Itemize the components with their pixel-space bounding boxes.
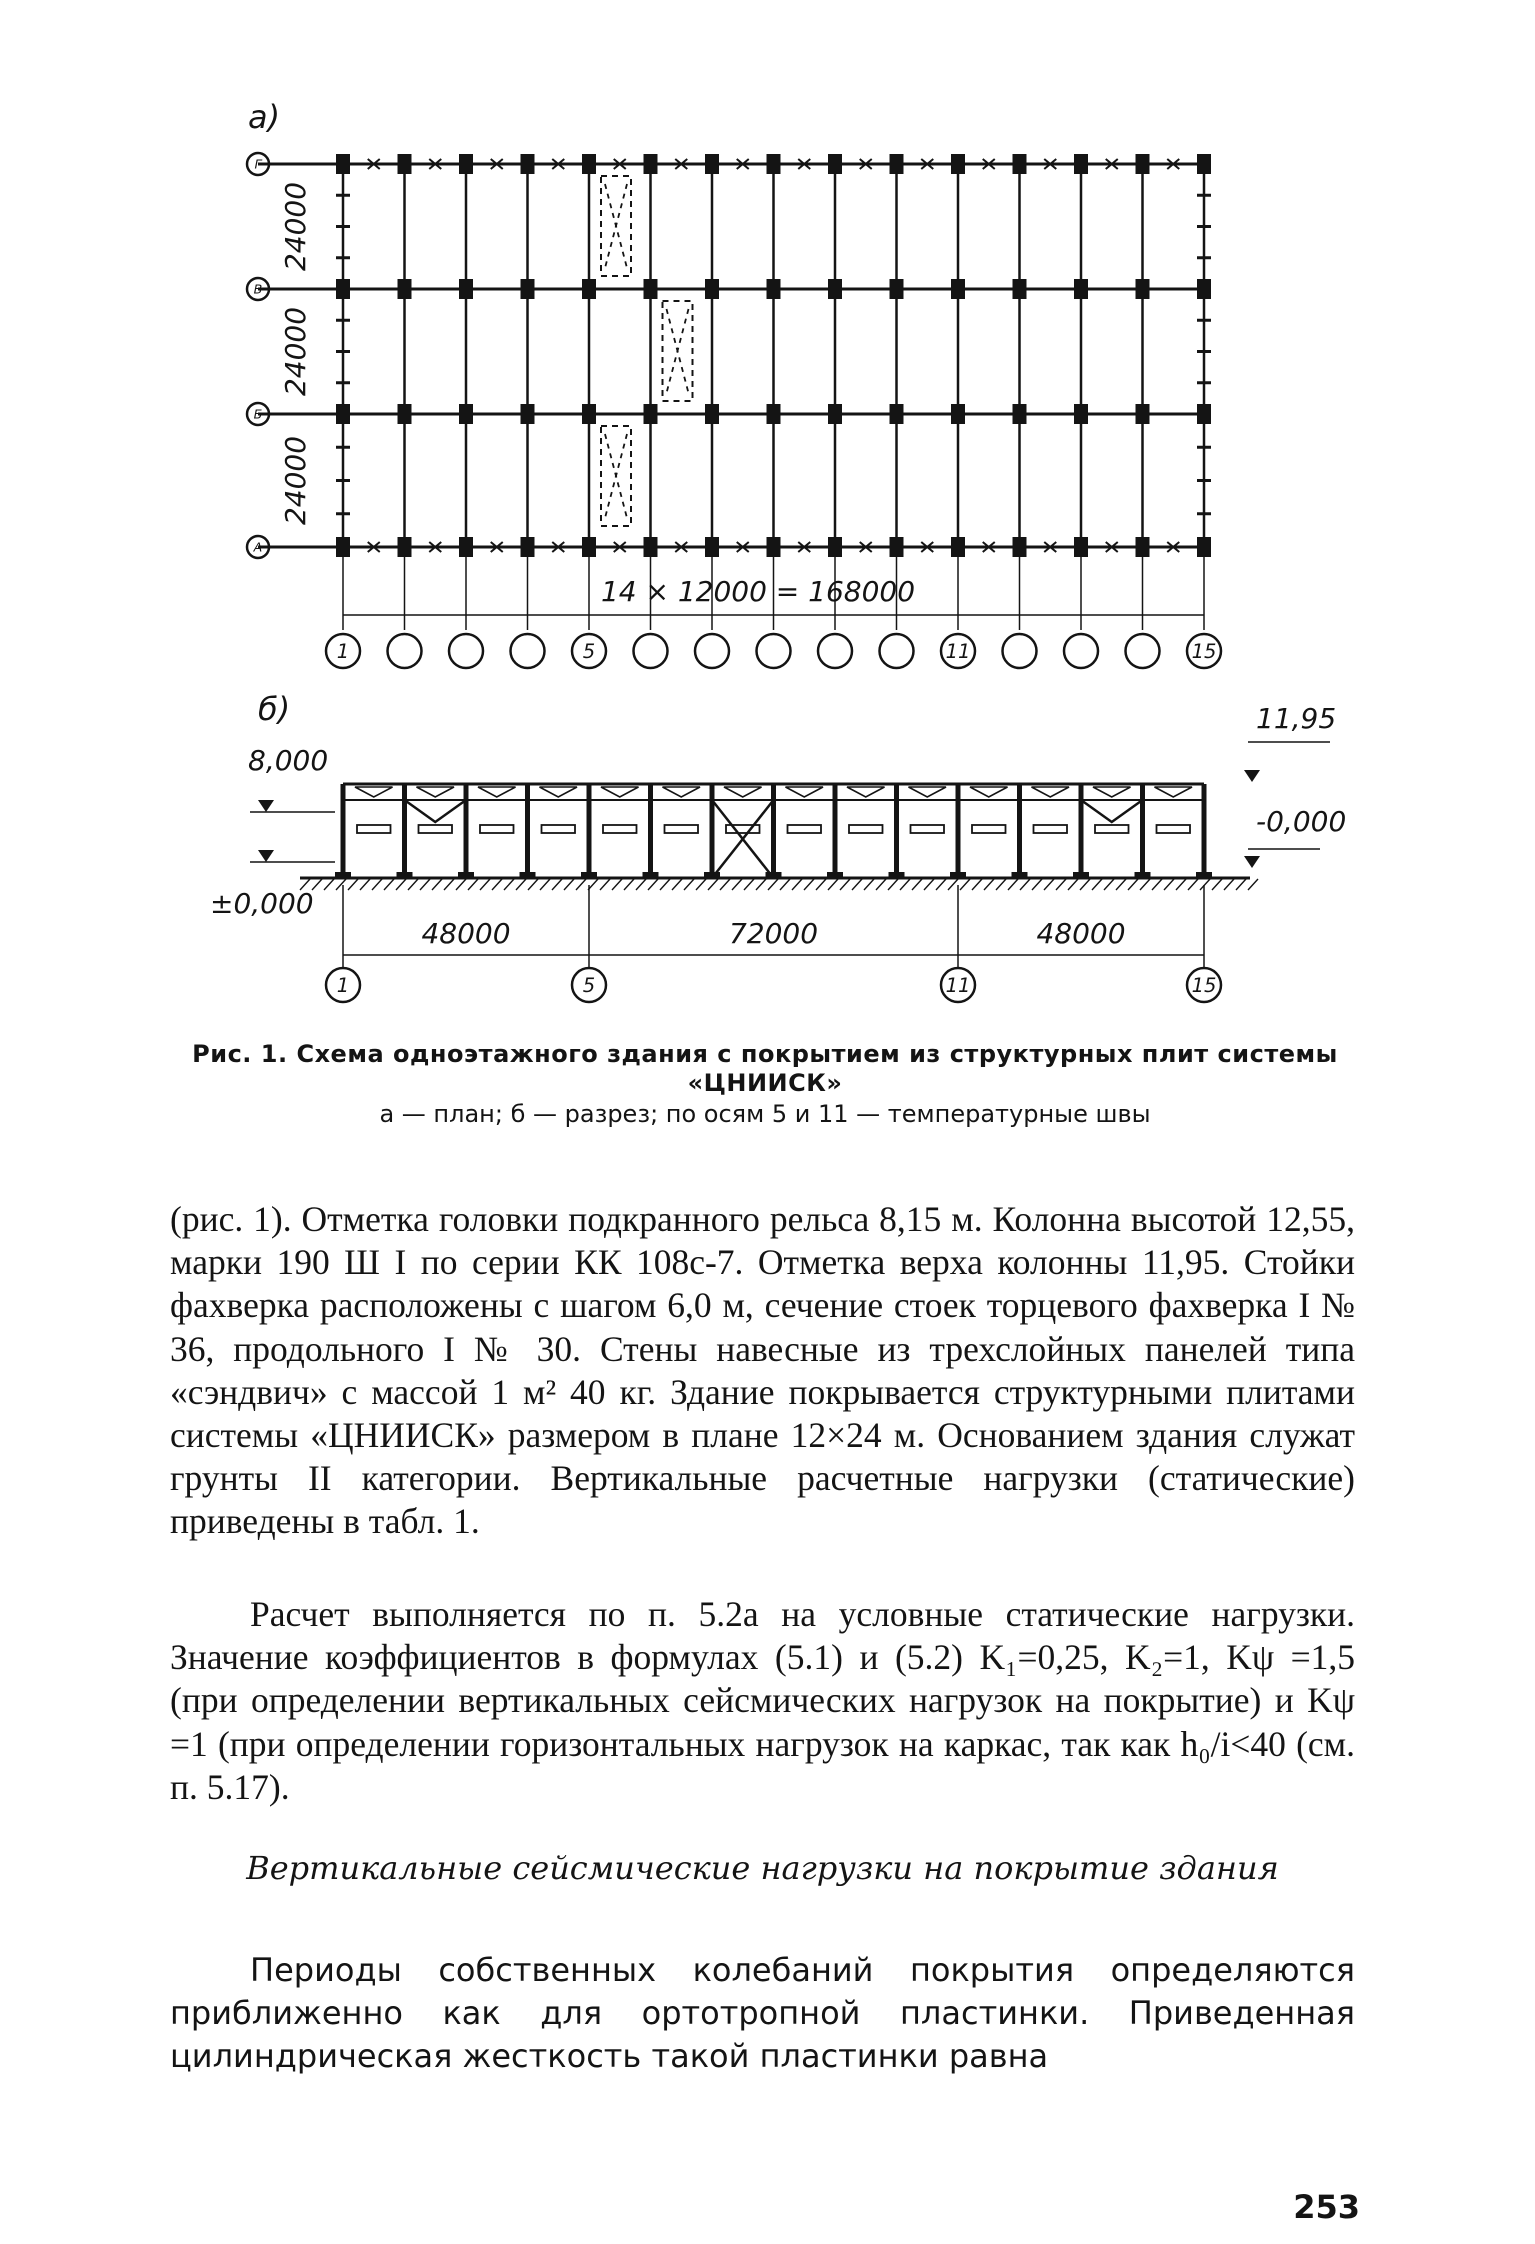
section-heading: Вертикальные сейсмические нагрузки на покрытие здания bbox=[246, 1849, 1279, 1887]
section-ground-hatch bbox=[852, 879, 862, 890]
elevation-arrow bbox=[258, 850, 274, 862]
plan-column-axis-1-text: 1 bbox=[336, 640, 350, 664]
elevation-zero-right-label: -0,000 bbox=[1256, 805, 1347, 838]
elevation-arrow bbox=[1244, 856, 1260, 868]
plan-column-axis-6-circle bbox=[634, 634, 668, 668]
section-truss-mark bbox=[1093, 787, 1131, 797]
plan-column-marker bbox=[398, 404, 412, 424]
elevation-zero-left-label: ±0,000 bbox=[210, 887, 314, 920]
section-ground-hatch bbox=[432, 879, 442, 890]
section-ground-hatch bbox=[828, 879, 838, 890]
section-truss-mark bbox=[847, 787, 885, 797]
section-truss-mark bbox=[1032, 787, 1070, 797]
row-axis-0-text: Г bbox=[254, 156, 262, 172]
row-spacing-label: 24000 bbox=[279, 181, 312, 272]
section-ground-hatch bbox=[540, 879, 550, 890]
section-ground-hatch bbox=[1176, 879, 1186, 890]
section-ground-hatch bbox=[1188, 879, 1198, 890]
plan-column-axis-9-circle bbox=[818, 634, 852, 668]
plan-column-axis-4-circle bbox=[511, 634, 545, 668]
plan-column-marker bbox=[521, 537, 535, 557]
plan-column-marker bbox=[1136, 154, 1150, 174]
section-axis-1-text: 1 bbox=[336, 974, 350, 998]
section-ground-hatch bbox=[1212, 879, 1222, 890]
plan-column-marker bbox=[1136, 404, 1150, 424]
section-crane-beam bbox=[1034, 825, 1068, 833]
section-ground-hatch bbox=[1128, 879, 1138, 890]
section-span-label: 48000 bbox=[1036, 917, 1126, 950]
section-ground-hatch bbox=[468, 879, 478, 890]
section-axis-11-text: 11 bbox=[945, 974, 971, 998]
plan-view bbox=[258, 154, 1211, 630]
plan-column-marker bbox=[767, 154, 781, 174]
plan-column-marker bbox=[336, 404, 350, 424]
section-ground-hatch bbox=[456, 879, 466, 890]
section-ground-hatch bbox=[360, 879, 370, 890]
figure-caption bbox=[150, 1040, 1380, 1129]
section-column-base bbox=[1012, 872, 1028, 878]
section-ground-hatch bbox=[384, 879, 394, 890]
plan-column-axis-3-circle bbox=[449, 634, 483, 668]
section-crane-beam bbox=[603, 825, 637, 833]
section-ground-hatch bbox=[1116, 879, 1126, 890]
section-column-base bbox=[827, 872, 843, 878]
plan-column-marker bbox=[398, 154, 412, 174]
section-column-base bbox=[950, 872, 966, 878]
plan-column-marker bbox=[828, 537, 842, 557]
caption-subtitle: а — план; б — разрез; по осям 5 и 11 — температурные швы bbox=[379, 1100, 1151, 1128]
section-ground-hatch bbox=[492, 879, 502, 890]
section-ground-hatch bbox=[708, 879, 718, 890]
plan-column-marker bbox=[336, 279, 350, 299]
section-ground-hatch bbox=[720, 879, 730, 890]
plan-column-axis-14-circle bbox=[1126, 634, 1160, 668]
section-ground-hatch bbox=[564, 879, 574, 890]
section-truss-mark bbox=[601, 787, 639, 797]
plan-column-marker bbox=[582, 154, 596, 174]
section-ground-hatch bbox=[984, 879, 994, 890]
plan-column-marker bbox=[1197, 154, 1211, 174]
plan-column-marker bbox=[336, 154, 350, 174]
plan-column-marker bbox=[336, 537, 350, 557]
plan-column-marker bbox=[767, 537, 781, 557]
plan-column-marker bbox=[1013, 537, 1027, 557]
body-paragraph-2: Расчет выполняется по п. 5.2а на условные статические нагрузки. Значение коэффициентов в формулах (5.1) и (5.2) K₁=0,25, K₂=1, Kψ =1,5 (при определении вертикальных сейсмических нагрузок на покрытие) и Kψ =1 (при определении горизонтальных нагрузок на каркас, так как h₀/i<40 (см. п. 5.17). bbox=[170, 1594, 1355, 1807]
section-ground-hatch bbox=[780, 879, 790, 890]
plan-column-marker bbox=[828, 404, 842, 424]
section-ground-hatch bbox=[792, 879, 802, 890]
plan-column-marker bbox=[890, 537, 904, 557]
section-crane-beam bbox=[849, 825, 883, 833]
plan-column-axis-5-text: 5 bbox=[582, 640, 596, 664]
section-ground-hatch bbox=[684, 879, 694, 890]
plan-column-marker bbox=[459, 279, 473, 299]
section-crane-beam bbox=[665, 825, 699, 833]
building-scheme-figure bbox=[0, 0, 1535, 1040]
section-ground-hatch bbox=[648, 879, 658, 890]
plan-column-marker bbox=[1074, 537, 1088, 557]
section-crane-beam bbox=[1157, 825, 1191, 833]
plan-column-marker bbox=[1197, 537, 1211, 557]
plan-column-marker bbox=[644, 154, 658, 174]
section-span-label: 72000 bbox=[728, 917, 819, 950]
section-column-base bbox=[1073, 872, 1089, 878]
body-paragraph-3: Периоды собственных колебаний покрытия определяются приближенно как для ортотропной пластинки. Приведенная цилиндрическая жесткость такой пластинки равна bbox=[170, 1951, 1355, 2076]
section-truss-mark bbox=[417, 787, 455, 797]
section-ground-hatch bbox=[336, 879, 346, 890]
section-ground-hatch bbox=[864, 879, 874, 890]
plan-column-marker bbox=[890, 154, 904, 174]
elevation-arrow bbox=[1244, 770, 1260, 782]
plan-column-marker bbox=[398, 279, 412, 299]
section-column-base bbox=[397, 872, 413, 878]
section-crane-beam bbox=[972, 825, 1006, 833]
section-crane-beam bbox=[1095, 825, 1129, 833]
section-ground-hatch bbox=[1224, 879, 1234, 890]
section-ground-hatch bbox=[1164, 879, 1174, 890]
plan-column-marker bbox=[1197, 279, 1211, 299]
section-ground-hatch bbox=[888, 879, 898, 890]
section-ground-hatch bbox=[756, 879, 766, 890]
section-ground-hatch bbox=[324, 879, 334, 890]
section-column-base bbox=[1135, 872, 1151, 878]
section-span-label: 48000 bbox=[421, 917, 511, 950]
plan-column-marker bbox=[767, 279, 781, 299]
section-ground-hatch bbox=[504, 879, 514, 890]
section-ground-hatch bbox=[1152, 879, 1162, 890]
section-ground-hatch bbox=[1080, 879, 1090, 890]
elevation-top-label: 8,000 bbox=[248, 744, 329, 777]
section-column-base bbox=[335, 872, 351, 878]
section-ground-hatch bbox=[1020, 879, 1030, 890]
caption-title: Рис. 1. Схема одноэтажного здания с покрытием из структурных плит системы «ЦНИИСК» bbox=[192, 1040, 1338, 1097]
plan-column-marker bbox=[1074, 154, 1088, 174]
plan-column-axis-8-circle bbox=[757, 634, 791, 668]
section-crane-beam bbox=[542, 825, 576, 833]
section-ground-hatch bbox=[576, 879, 586, 890]
section-column-base bbox=[643, 872, 659, 878]
plan-column-marker bbox=[398, 537, 412, 557]
section-truss-mark bbox=[478, 787, 516, 797]
row-axis-1-text: В bbox=[253, 281, 263, 297]
part-a-label: а) bbox=[248, 98, 281, 136]
section-ground-hatch bbox=[612, 879, 622, 890]
plan-column-marker bbox=[521, 279, 535, 299]
section-column-base bbox=[458, 872, 474, 878]
plan-column-marker bbox=[951, 279, 965, 299]
section-ground-hatch bbox=[600, 879, 610, 890]
section-crane-beam bbox=[419, 825, 453, 833]
elevation-arrow bbox=[258, 800, 274, 812]
plan-column-marker bbox=[1013, 154, 1027, 174]
plan-column-marker bbox=[459, 537, 473, 557]
plan-column-marker bbox=[1136, 537, 1150, 557]
section-ground-hatch bbox=[996, 879, 1006, 890]
part-b-label: б) bbox=[258, 690, 291, 728]
plan-column-marker bbox=[459, 404, 473, 424]
plan-column-marker bbox=[1013, 404, 1027, 424]
plan-column-marker bbox=[1013, 279, 1027, 299]
section-ground-hatch bbox=[900, 879, 910, 890]
section-crane-beam bbox=[357, 825, 391, 833]
section-ground-hatch bbox=[420, 879, 430, 890]
section-ground-hatch bbox=[516, 879, 526, 890]
section-ground-hatch bbox=[912, 879, 922, 890]
section-truss-mark bbox=[540, 787, 578, 797]
section-ground-hatch bbox=[1068, 879, 1078, 890]
section-ground-hatch bbox=[372, 879, 382, 890]
plan-column-marker bbox=[644, 279, 658, 299]
section-ground-hatch bbox=[744, 879, 754, 890]
section-ground-hatch bbox=[876, 879, 886, 890]
section-axis-15-text: 15 bbox=[1191, 974, 1217, 998]
section-ground-hatch bbox=[444, 879, 454, 890]
section-crane-beam bbox=[788, 825, 822, 833]
section-truss-mark bbox=[724, 787, 762, 797]
section-truss-mark bbox=[1155, 787, 1193, 797]
plan-column-marker bbox=[521, 154, 535, 174]
section-ground-hatch bbox=[480, 879, 490, 890]
plan-column-marker bbox=[828, 154, 842, 174]
plan-column-marker bbox=[582, 404, 596, 424]
section-ground-hatch bbox=[1008, 879, 1018, 890]
section-ground-hatch bbox=[528, 879, 538, 890]
section-bracing bbox=[405, 800, 467, 822]
section-ground-hatch bbox=[816, 879, 826, 890]
plan-column-axis-2-circle bbox=[388, 634, 422, 668]
plan-column-axis-13-circle bbox=[1064, 634, 1098, 668]
section-ground-hatch bbox=[672, 879, 682, 890]
section-ground-hatch bbox=[1056, 879, 1066, 890]
body-paragraph-1: (рис. 1). Отметка головки подкранного рельса 8,15 м. Колонна высотой 12,55, марки 190 Ш I по серии КК 108с-7. Отметка верха колонны 11,95. Стойки фахверка расположены с шагом 6,0 м, сечение стоек торцевого фахверка I № 36, продольного I № 30. Стены навесные из трехслойных панелей типа «сэндвич» с массой 1 м² 40 кг. Здание покрывается структурными плитами системы «ЦНИИСК» размером в плане 12×24 м. Основанием здания служат грунты II категории. Вертикальные расчетные нагрузки (статические) приведены в табл. 1. bbox=[170, 1199, 1355, 1542]
section-ground-hatch bbox=[1092, 879, 1102, 890]
plan-column-marker bbox=[644, 404, 658, 424]
section-ground-hatch bbox=[924, 879, 934, 890]
section-ground-hatch bbox=[1236, 879, 1246, 890]
plan-column-axis-10-circle bbox=[880, 634, 914, 668]
plan-column-axis-15-text: 15 bbox=[1191, 640, 1217, 664]
plan-column-marker bbox=[644, 537, 658, 557]
section-ground-hatch bbox=[636, 879, 646, 890]
section-bracing bbox=[1081, 800, 1143, 822]
section-truss-mark bbox=[909, 787, 947, 797]
section-truss-mark bbox=[355, 787, 393, 797]
section-truss-mark bbox=[786, 787, 824, 797]
plan-column-axis-12-circle bbox=[1003, 634, 1037, 668]
section-crane-beam bbox=[726, 825, 760, 833]
section-ground-hatch bbox=[732, 879, 742, 890]
section-ground-hatch bbox=[1032, 879, 1042, 890]
plan-column-marker bbox=[705, 404, 719, 424]
plan-column-marker bbox=[705, 537, 719, 557]
section-column-base bbox=[520, 872, 536, 878]
plan-column-marker bbox=[890, 404, 904, 424]
section-ground-hatch bbox=[804, 879, 814, 890]
section-axis-5-text: 5 bbox=[582, 974, 596, 998]
section-ground-hatch bbox=[972, 879, 982, 890]
plan-column-marker bbox=[951, 154, 965, 174]
row-spacing-label: 24000 bbox=[279, 435, 312, 526]
plan-column-marker bbox=[951, 404, 965, 424]
section-truss-mark bbox=[663, 787, 701, 797]
row-axis-3-text: А bbox=[253, 539, 263, 555]
plan-column-axis-7-circle bbox=[695, 634, 729, 668]
plan-column-marker bbox=[1136, 279, 1150, 299]
row-axis-2-text: Б bbox=[253, 406, 263, 422]
section-ground-hatch bbox=[1140, 879, 1150, 890]
plan-column-marker bbox=[951, 537, 965, 557]
plan-column-marker bbox=[582, 279, 596, 299]
section-ground-hatch bbox=[1248, 879, 1258, 890]
plan-column-marker bbox=[521, 404, 535, 424]
page-number: 253 bbox=[1293, 2188, 1360, 2226]
section-crane-beam bbox=[480, 825, 514, 833]
elevation-column-top-label: 11,95 bbox=[1256, 702, 1337, 735]
section-ground-hatch bbox=[348, 879, 358, 890]
section-ground-hatch bbox=[1104, 879, 1114, 890]
section-column-base bbox=[1196, 872, 1212, 878]
section-ground-hatch bbox=[624, 879, 634, 890]
plan-column-marker bbox=[582, 537, 596, 557]
section-ground-hatch bbox=[1044, 879, 1054, 890]
plan-column-marker bbox=[1074, 404, 1088, 424]
section-ground-hatch bbox=[960, 879, 970, 890]
section-column-base bbox=[581, 872, 597, 878]
row-spacing-label: 24000 bbox=[279, 306, 312, 397]
plan-column-axis-11-text: 11 bbox=[945, 640, 971, 664]
section-ground-hatch bbox=[408, 879, 418, 890]
plan-column-marker bbox=[828, 279, 842, 299]
section-ground-hatch bbox=[768, 879, 778, 890]
section-ground-hatch bbox=[552, 879, 562, 890]
plan-column-marker bbox=[890, 279, 904, 299]
section-ground-hatch bbox=[936, 879, 946, 890]
plan-column-marker bbox=[459, 154, 473, 174]
section-column-base bbox=[889, 872, 905, 878]
section-ground-hatch bbox=[948, 879, 958, 890]
section-ground-hatch bbox=[1200, 879, 1210, 890]
section-crane-beam bbox=[911, 825, 945, 833]
section-ground-hatch bbox=[660, 879, 670, 890]
plan-column-marker bbox=[1197, 404, 1211, 424]
plan-column-marker bbox=[767, 404, 781, 424]
plan-column-marker bbox=[705, 279, 719, 299]
section-truss-mark bbox=[970, 787, 1008, 797]
section-ground-hatch bbox=[396, 879, 406, 890]
plan-column-marker bbox=[1074, 279, 1088, 299]
section-ground-hatch bbox=[840, 879, 850, 890]
section-ground-hatch bbox=[696, 879, 706, 890]
plan-dimension-label: 14 × 12000 = 168000 bbox=[600, 575, 916, 608]
plan-column-marker bbox=[705, 154, 719, 174]
